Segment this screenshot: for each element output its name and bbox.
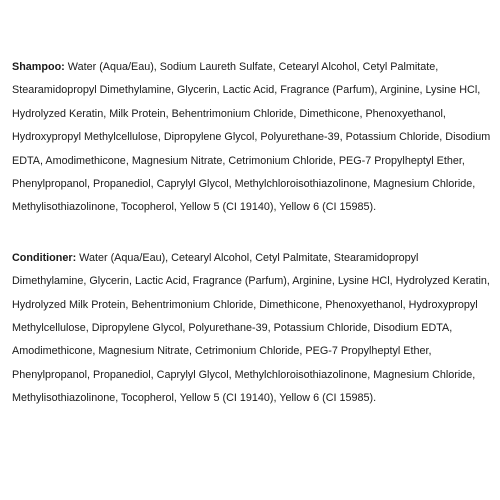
conditioner-label: Conditioner: — [12, 251, 77, 264]
ingredients-document — [12, 56, 492, 411]
shampoo-label: Shampoo: — [12, 61, 65, 73]
conditioner-ingredient-list: Water (Aqua/Eau), Cetearyl Alcohol, Cetyl Palmitate, Stearamidopropyl Dimethylamine, Glycerin, Lactic Acid, Fragrance (Parfum), Arginine, Lysine HCl, Hydrolyzed Keratin, Hydrolyzed Milk Protein, Behentrimonium Chloride, Dimethicone, Phenoxyethanol, Hydroxypropyl Methylcellulose, Dipropylene Glycol, Polyurethane-39, Potassium Chloride, Disodium EDTA, Amodimethicone, Magnesium Nitrate, Cetrimonium Chloride, PEG-7 Propylheptyl Ether, Phenylpropanol, Propanediol, Caprylyl Glycol, Methylchloroisothiazolinone, Magnesium Chloride, Methylisothiazolinone, Tocopherol, Yellow 5 (CI 19140), Yellow 6 (CI 15985). — [12, 251, 490, 405]
shampoo-ingredients — [12, 56, 492, 220]
shampoo-ingredient-list: Water (Aqua/Eau), Sodium Laureth Sulfate, Cetearyl Alcohol, Cetyl Palmitate, Stearamidopropyl Dimethylamine, Glycerin, Lactic Acid, Fragrance (Parfum), Arginine, Lysine HCl, Hydrolyzed Keratin, Milk Protein, Behentrimonium Chloride, Dimethicone, Phenoxyethanol, Hydroxypropyl Methylcellulose, Dipropylene Glycol, Polyurethane-39, Potassium Chloride, Disodium EDTA, Amodimethicone, Magnesium Nitrate, Cetrimonium Chloride, PEG-7 Propylheptyl Ether, Phenylpropanol, Propanediol, Caprylyl Glycol, Methylchloroisothiazolinone, Magnesium Chloride, Methylisothiazolinone, Tocopherol, Yellow 5 (CI 19140), Yellow 6 (CI 15985). — [12, 61, 491, 214]
conditioner-ingredients — [12, 247, 492, 411]
